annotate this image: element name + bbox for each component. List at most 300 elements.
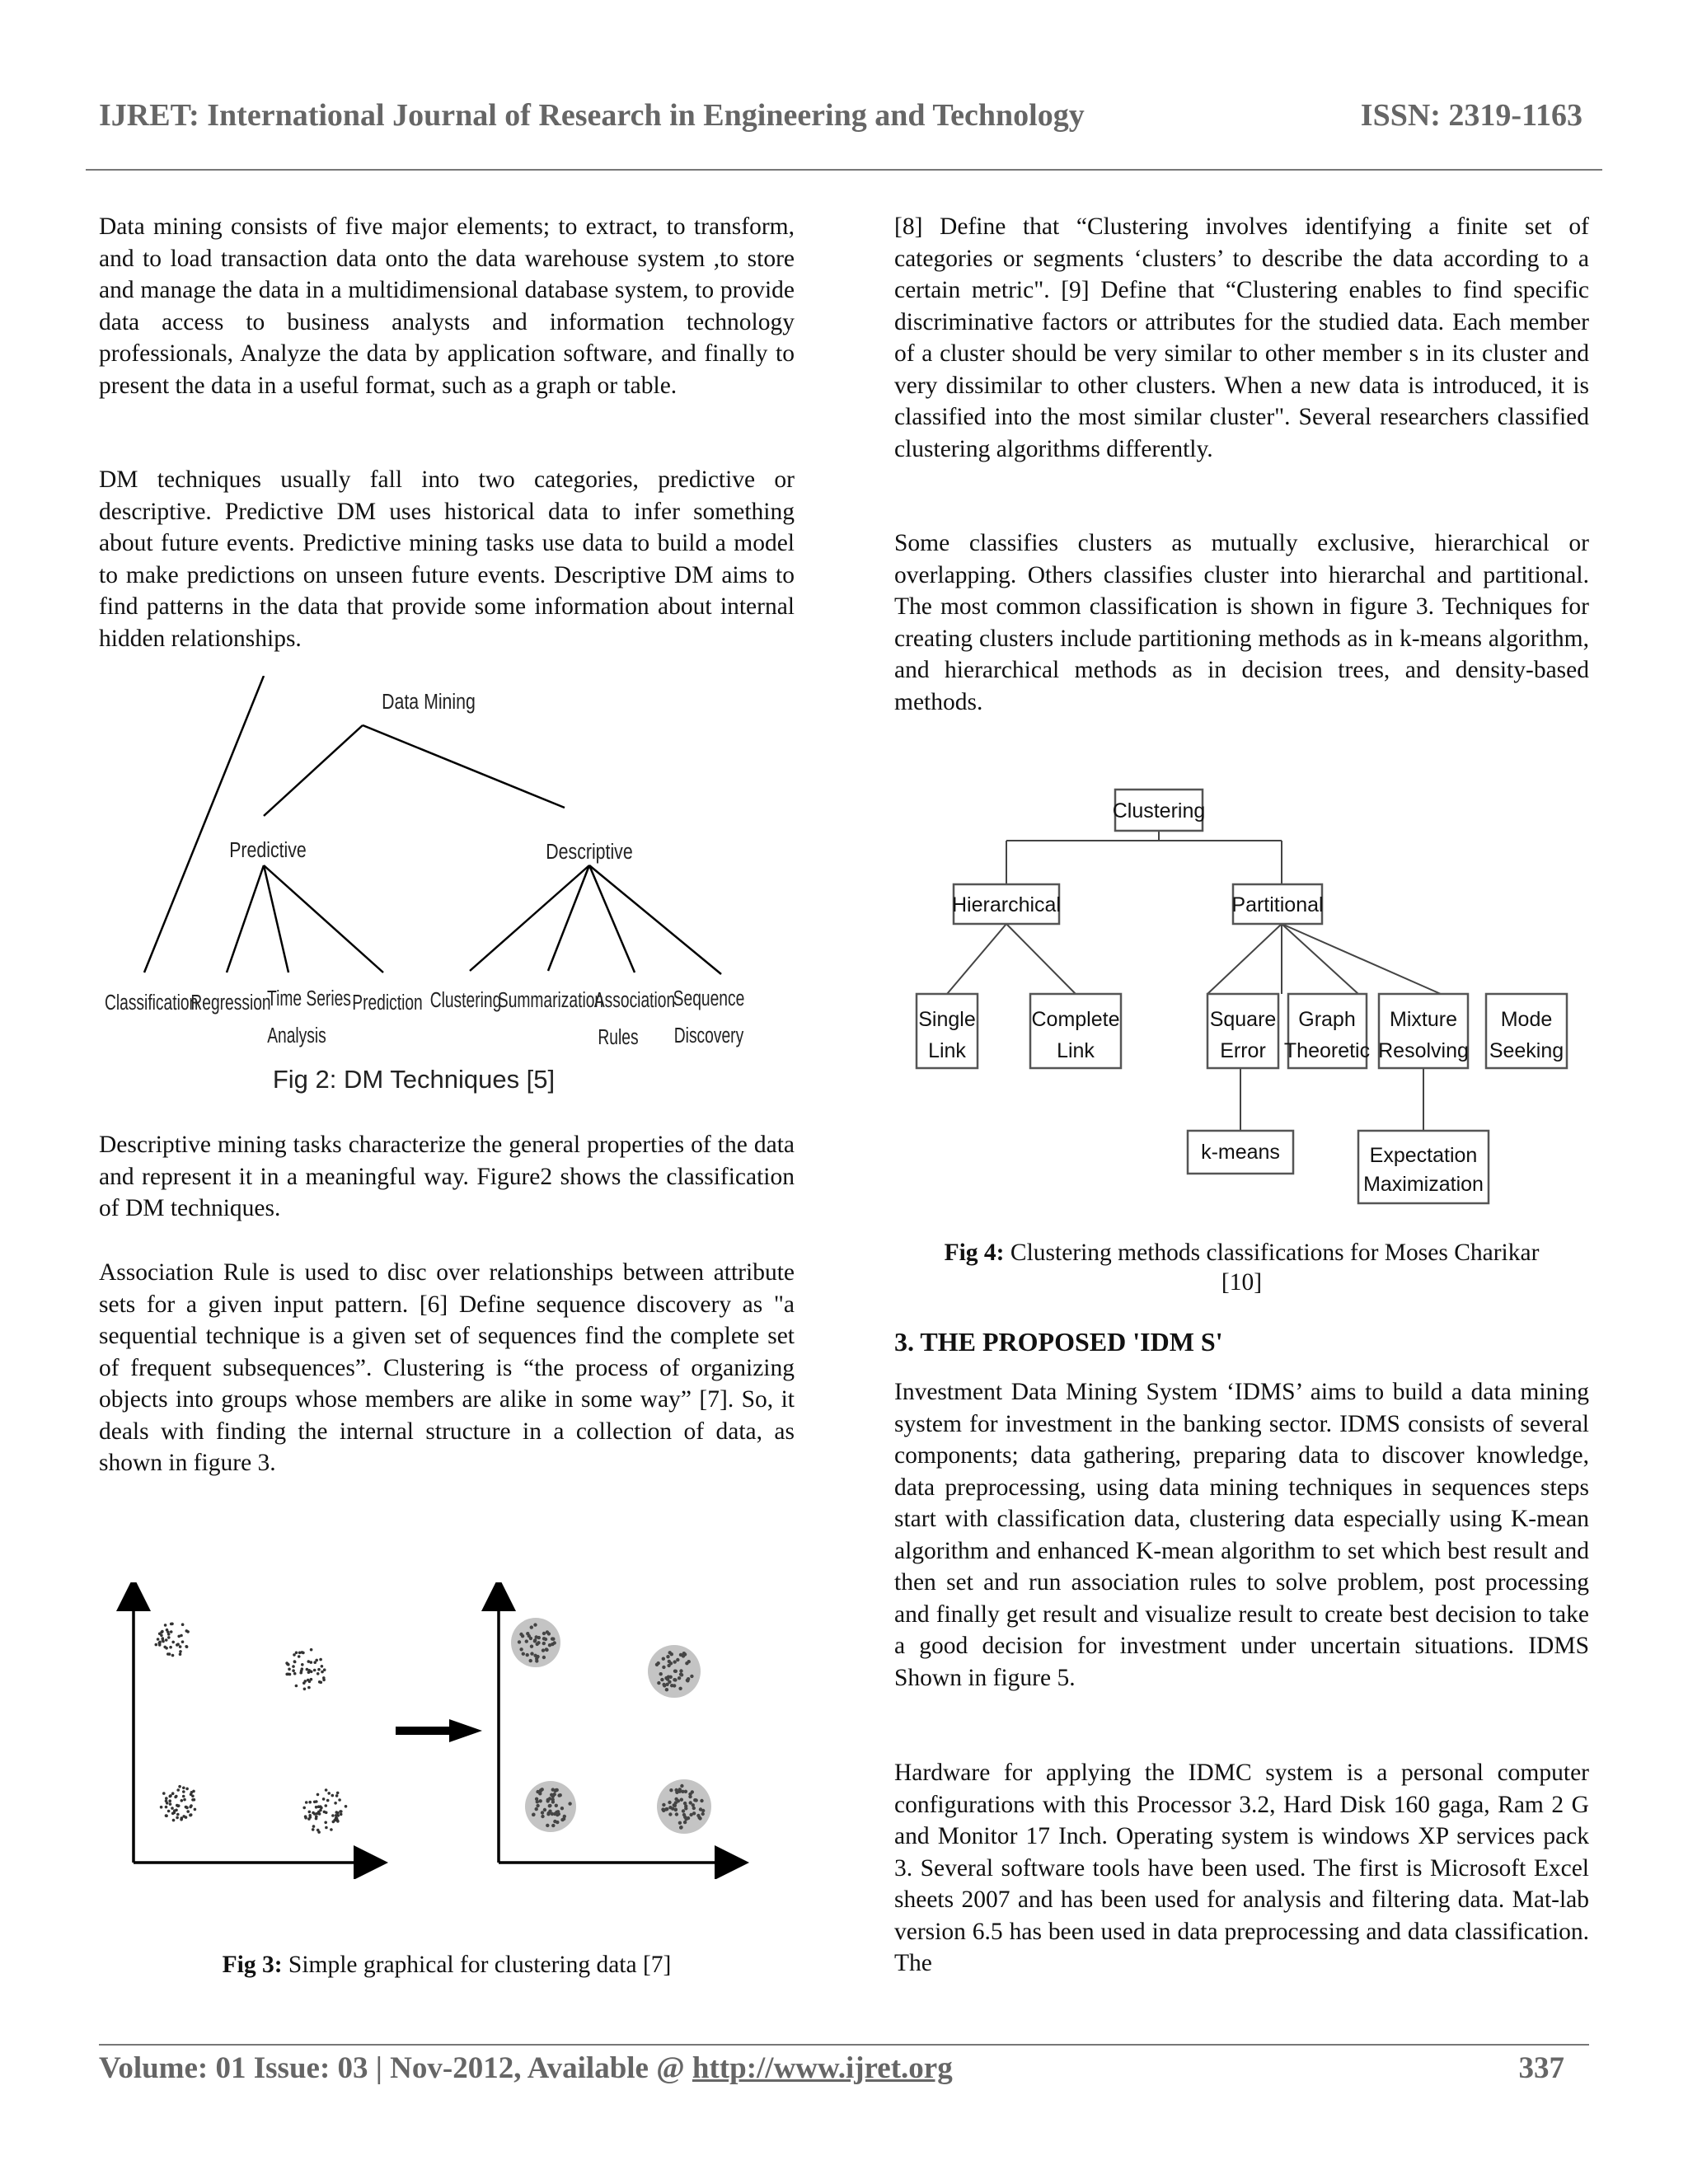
fig3-dot bbox=[563, 1815, 566, 1818]
fig3-dot bbox=[665, 1683, 668, 1686]
fig3-dot bbox=[548, 1804, 551, 1807]
fig3-dot bbox=[544, 1638, 547, 1641]
fig3-dot bbox=[696, 1814, 700, 1817]
fig3-dot bbox=[673, 1660, 677, 1663]
left-paragraph-3: Descriptive mining tasks characterize the general properties of the data and represent it in a meaningful way. Figure2 shows the classification of DM techniques. bbox=[99, 1132, 795, 1221]
fig3-dot bbox=[172, 1819, 176, 1822]
fig4-label-mode-2: Seeking bbox=[1489, 1039, 1564, 1062]
fig3-dot bbox=[307, 1686, 311, 1690]
fig3-dot bbox=[288, 1668, 291, 1671]
issn: ISSN: 2319-1163 bbox=[1360, 98, 1582, 133]
fig2-leaf-time-series-2: Analysis bbox=[267, 1023, 326, 1047]
fig3-dot bbox=[185, 1806, 188, 1809]
fig3-dot bbox=[525, 1639, 528, 1643]
fig3-dot bbox=[331, 1794, 335, 1797]
fig3-dot bbox=[673, 1678, 676, 1681]
fig3-dot bbox=[317, 1805, 321, 1808]
fig3-dot bbox=[169, 1802, 172, 1806]
fig3-dot bbox=[666, 1655, 669, 1658]
fig3-dot bbox=[557, 1793, 560, 1797]
fig3-dot bbox=[317, 1668, 321, 1671]
fig3-dot bbox=[176, 1813, 180, 1816]
fig3-dot bbox=[661, 1807, 664, 1811]
fig3-dot bbox=[682, 1813, 686, 1816]
fig3-dot bbox=[683, 1821, 687, 1824]
fig3-left-cluster-2 bbox=[285, 1648, 326, 1690]
fig3-dot bbox=[669, 1788, 673, 1792]
fig3-dot bbox=[310, 1671, 313, 1674]
fig3-dot bbox=[285, 1673, 288, 1676]
fig4-caption bbox=[894, 1238, 1589, 1297]
fig3-dot bbox=[312, 1825, 316, 1828]
fig2-edge bbox=[363, 725, 565, 808]
fig3-dot bbox=[548, 1643, 551, 1647]
fig3-dot bbox=[330, 1828, 333, 1831]
fig3-dot bbox=[690, 1675, 693, 1678]
fig3-dot bbox=[162, 1638, 165, 1642]
fig3-dot bbox=[539, 1799, 542, 1802]
fig4-label-mixture-2: Resolving bbox=[1378, 1039, 1469, 1062]
fig3-dot bbox=[168, 1799, 171, 1802]
fig3-dot bbox=[551, 1788, 555, 1791]
fig3-dot bbox=[662, 1666, 665, 1669]
fig3-dot bbox=[543, 1808, 546, 1811]
fig3-dot bbox=[185, 1816, 188, 1819]
fig3-dot bbox=[678, 1687, 682, 1690]
fig3-dot bbox=[171, 1807, 174, 1810]
fig3-dot bbox=[678, 1821, 682, 1825]
fig3-dot bbox=[336, 1819, 340, 1822]
fig4-caption-text: Clustering methods classifications for Moses Charikar bbox=[1004, 1240, 1540, 1266]
fig2-leaf-classification: Classification bbox=[104, 990, 199, 1015]
fig3-dot bbox=[683, 1652, 687, 1656]
fig3-dot bbox=[553, 1793, 556, 1796]
fig3-dot bbox=[292, 1669, 295, 1672]
fig2-edge bbox=[548, 865, 589, 971]
fig3-dot bbox=[295, 1652, 298, 1655]
right-paragraph-4: Hardware for applying the IDMC system is a personal computer configurations with this Processor 3.2, Hard Disk 160 gaga, Ram 2 G and Monitor 17 Inch. Operating system is windows XP services pack 3. Several software tools have been used. The first is Microsoft Excel sheets 2007 and has been used for analysis and filtering data. Mat-lab version 6.5 has been used in data preprocessing and data classification. The bbox=[894, 1760, 1589, 1976]
fig3-dot bbox=[322, 1797, 326, 1801]
fig3-dot bbox=[179, 1652, 182, 1656]
fig3-dot bbox=[519, 1647, 523, 1651]
fig3-dot bbox=[529, 1659, 532, 1662]
fig4-label-graph-2: Theoretic bbox=[1283, 1039, 1371, 1062]
fig3-dot bbox=[162, 1792, 166, 1795]
fig3-dot bbox=[673, 1684, 676, 1687]
fig3-dot bbox=[665, 1807, 668, 1811]
fig3-dot bbox=[292, 1665, 295, 1668]
fig2-edge bbox=[227, 865, 264, 972]
fig3-dot bbox=[518, 1640, 521, 1643]
fig4-edge bbox=[947, 924, 1006, 994]
fig3-dot bbox=[533, 1623, 537, 1626]
fig3-dot bbox=[679, 1672, 682, 1675]
fig3-dot bbox=[680, 1798, 683, 1802]
fig3-dot bbox=[170, 1630, 173, 1633]
fig4-label-single: Single bbox=[918, 1008, 976, 1031]
fig3-dot bbox=[182, 1787, 185, 1790]
right-paragraph-1: [8] Define that “Clustering involves identifying a finite set of categories or segments ‘clusters’ to describe the data according to a certain metric". [9] Define that “Clustering enables to find specific discriminative factors or attributes for the studied data. Each member of a cluster should be very similar to other member s in its cluster and very dissimilar to other clusters. When a new data is introduced, it is classified into the most similar cluster". Several researchers classified clustering algorithms differently. bbox=[894, 213, 1589, 462]
fig3-dot bbox=[160, 1634, 163, 1638]
fig3-dot bbox=[167, 1810, 171, 1813]
fig3-dot bbox=[165, 1647, 168, 1650]
fig3-dot bbox=[320, 1807, 323, 1810]
fig3-dot bbox=[542, 1656, 546, 1659]
fig4-label-hierarchical: Hierarchical bbox=[952, 893, 1061, 916]
fig4-label-mixture: Mixture bbox=[1390, 1008, 1457, 1031]
left-paragraph-2: DM techniques usually fall into two categories, predictive or descriptive. Predictive DM uses historical data to infer something about future events. Predictive mining tasks use data to build a model to make predictions on unseen future events. Descriptive DM aims to find patterns in the data that provide some information about internal hidden relationships. bbox=[99, 466, 795, 652]
fig3-dot bbox=[560, 1818, 564, 1821]
fig2-leaf-sequence: Sequence bbox=[673, 986, 745, 1010]
fig3-dot bbox=[668, 1801, 671, 1804]
fig3-dot bbox=[334, 1802, 337, 1805]
fig3-dot bbox=[171, 1641, 175, 1644]
fig3-dot bbox=[542, 1648, 545, 1652]
fig3-dot bbox=[306, 1668, 309, 1671]
fig3-dot bbox=[157, 1638, 160, 1641]
section-title: 3. THE PROPOSED 'IDM S' bbox=[894, 1327, 1223, 1357]
fig3-dot bbox=[320, 1681, 323, 1685]
fig4-label-expectation: Expectation bbox=[1369, 1144, 1478, 1167]
fig3-dot bbox=[699, 1807, 702, 1811]
fig3-dot bbox=[315, 1806, 318, 1809]
fig4-label-complete: Complete bbox=[1031, 1008, 1120, 1031]
fig3-dot bbox=[560, 1807, 564, 1810]
fig3-dot bbox=[535, 1797, 538, 1801]
fig2-leaf-summarization: Summarization bbox=[497, 987, 604, 1012]
fig4-label-graph: Graph bbox=[1298, 1008, 1356, 1031]
fig3-dot bbox=[551, 1824, 555, 1827]
fig4-label-complete-2: Link bbox=[1057, 1039, 1095, 1062]
fig3-dot bbox=[687, 1816, 690, 1820]
fig3-dot bbox=[179, 1650, 182, 1653]
fig3-dot bbox=[158, 1641, 162, 1644]
fig3-dot bbox=[169, 1794, 172, 1797]
fig4-clustering-taxonomy bbox=[894, 775, 1589, 1236]
fig3-dot bbox=[538, 1792, 542, 1795]
fig3-dot bbox=[183, 1798, 186, 1802]
fig3-dot bbox=[670, 1652, 673, 1656]
fig2-caption: Fig 2: DM Techniques [5] bbox=[272, 1065, 556, 1094]
fig3-dot bbox=[298, 1655, 301, 1658]
fig3-dot bbox=[529, 1637, 532, 1640]
fig3-dot bbox=[171, 1654, 175, 1657]
fig3-dot bbox=[307, 1679, 310, 1682]
fig3-dot bbox=[678, 1676, 681, 1680]
fig3-left-cluster-1 bbox=[155, 1623, 190, 1657]
fig3-dot bbox=[545, 1648, 548, 1652]
fig3-dot bbox=[313, 1812, 316, 1816]
fig3-dot bbox=[308, 1801, 312, 1804]
fig3-dot bbox=[678, 1788, 682, 1791]
fig4-caption-label: Fig 4: bbox=[944, 1240, 1005, 1266]
footer-volume: Volume: 01 Issue: 03 | Nov-2012, Available @ bbox=[99, 2051, 692, 2085]
fig3-dot bbox=[345, 1805, 348, 1808]
fig2-leaf-clustering: Clustering bbox=[429, 987, 502, 1012]
fig3-dot bbox=[185, 1629, 189, 1633]
fig3-dot bbox=[302, 1807, 306, 1810]
fig3-dot bbox=[339, 1810, 342, 1813]
fig3-dot bbox=[674, 1808, 678, 1811]
right-paragraph-3: Investment Data Mining System ‘IDMS’ aims to build a data mining system for investment in the banking sector. IDMS consists of several components; data gathering, preparing data to discover knowledge, data preprocessing, using data mining techniques in sequences steps start with classification data, clustering data especially using K-mean algorithm and enhanced K-mean algorithm to set which best result and then set and run association rules to solve problem, post processing and finally get result and visualize result to create best decision to take a good decision for investment under uncertain situations. IDMS Shown in figure 5. bbox=[894, 1379, 1589, 1691]
fig3-dot bbox=[666, 1677, 669, 1680]
fig3-caption bbox=[99, 1950, 795, 1980]
fig4-label-clustering: Clustering bbox=[1112, 799, 1206, 823]
fig3-dot bbox=[340, 1813, 343, 1816]
fig3-dot bbox=[684, 1804, 687, 1807]
fig3-dot bbox=[546, 1798, 550, 1802]
fig3-dot bbox=[674, 1788, 678, 1792]
fig3-dot bbox=[542, 1642, 546, 1645]
fig3-dot bbox=[155, 1643, 158, 1647]
fig3-dot bbox=[533, 1638, 537, 1642]
fig3-dot bbox=[178, 1785, 181, 1788]
fig3-dot bbox=[530, 1625, 533, 1629]
fig3-dot bbox=[700, 1799, 703, 1802]
fig3-right-cluster-4 bbox=[657, 1779, 711, 1834]
fig3-dot bbox=[317, 1811, 321, 1814]
fig2-edge bbox=[264, 865, 383, 972]
page-footer bbox=[99, 2050, 1564, 2092]
footer-link[interactable]: http://www.ijret.org bbox=[692, 2051, 953, 2085]
fig3-dot bbox=[176, 1643, 179, 1647]
fig3-clustering-illustration bbox=[115, 1582, 767, 1879]
fig3-dot bbox=[168, 1652, 171, 1656]
fig2-leaf-regression: Regression bbox=[190, 990, 271, 1015]
fig3-dot bbox=[166, 1629, 169, 1632]
fig4-edge bbox=[1006, 924, 1076, 994]
fig2-leaf-association-2: Rules bbox=[598, 1024, 639, 1049]
fig3-dot bbox=[530, 1645, 533, 1648]
fig3-dot bbox=[305, 1801, 308, 1804]
fig3-dot bbox=[325, 1826, 328, 1830]
fig3-dot bbox=[304, 1680, 307, 1683]
fig4-edge bbox=[1207, 924, 1282, 994]
fig3-dot bbox=[181, 1623, 185, 1626]
fig3-dot bbox=[551, 1638, 555, 1641]
fig3-dot bbox=[323, 1668, 326, 1671]
fig3-dot bbox=[169, 1646, 172, 1649]
fig3-dot bbox=[167, 1636, 171, 1639]
fig3-dot bbox=[519, 1633, 523, 1636]
fig3-dot bbox=[175, 1795, 178, 1798]
fig3-dot bbox=[335, 1794, 339, 1797]
footer-rule bbox=[99, 2044, 1589, 2046]
fig3-dot bbox=[555, 1804, 558, 1807]
fig3-dot bbox=[668, 1812, 672, 1816]
fig3-dot bbox=[541, 1788, 544, 1791]
fig2-edge bbox=[144, 676, 264, 972]
page-number: 337 bbox=[1518, 2051, 1564, 2085]
fig3-dot bbox=[176, 1788, 180, 1792]
fig3-dot bbox=[160, 1806, 163, 1809]
fig3-dot bbox=[192, 1790, 195, 1793]
fig3-dot bbox=[681, 1790, 684, 1793]
fig3-dot bbox=[171, 1792, 175, 1795]
fig3-dot bbox=[535, 1807, 538, 1811]
fig3-dot bbox=[338, 1798, 341, 1802]
fig2-dm-techniques bbox=[99, 676, 795, 1104]
fig3-dot bbox=[165, 1806, 168, 1809]
fig3-dot bbox=[316, 1793, 320, 1797]
fig3-dot bbox=[689, 1801, 692, 1804]
fig3-dot bbox=[161, 1630, 164, 1633]
fig3-dot bbox=[677, 1799, 680, 1802]
fig3-dot bbox=[541, 1815, 544, 1818]
fig3-dot bbox=[182, 1790, 185, 1793]
fig3-dot bbox=[556, 1821, 559, 1824]
fig2-edge bbox=[264, 725, 363, 816]
header-rule bbox=[86, 169, 1602, 171]
fig2-edge bbox=[264, 865, 288, 972]
fig3-dot bbox=[657, 1661, 660, 1665]
fig3-dot bbox=[556, 1813, 559, 1816]
fig3-dot bbox=[691, 1790, 694, 1793]
fig3-dot bbox=[310, 1678, 313, 1681]
fig2-leaf-association: Association bbox=[593, 987, 676, 1012]
fig2-descriptive: Descriptive bbox=[546, 840, 633, 865]
fig3-transform-arrow-icon bbox=[396, 1719, 482, 1742]
fig3-dot bbox=[165, 1638, 168, 1642]
fig3-dot bbox=[293, 1672, 297, 1675]
fig3-dot bbox=[190, 1804, 193, 1807]
fig3-dot bbox=[326, 1799, 330, 1802]
fig3-dot bbox=[324, 1821, 327, 1825]
fig4-label-partitional: Partitional bbox=[1231, 893, 1324, 916]
fig3-dot bbox=[319, 1658, 322, 1661]
fig3-dot bbox=[191, 1795, 195, 1798]
fig4-label-single-2: Link bbox=[928, 1039, 966, 1062]
fig2-edge bbox=[589, 865, 635, 972]
fig4-caption-line2: [10] bbox=[1221, 1269, 1263, 1296]
fig3-dot bbox=[532, 1813, 535, 1816]
fig3-dot bbox=[316, 1672, 320, 1675]
fig3-dot bbox=[185, 1645, 189, 1648]
right-paragraph-2: Some classifies clusters as mutually exclusive, hierarchical or overlapping. Others classifies cluster into hierarchal and partitional. The most common classification is shown in figure 3. Techniques for creating clusters include partitioning methods as in k-means algorithm, and hierarchical methods as in decision trees, and density-based methods. bbox=[894, 530, 1589, 715]
fig3-dot bbox=[181, 1816, 184, 1820]
fig3-dot bbox=[308, 1811, 312, 1814]
fig3-dot bbox=[295, 1685, 298, 1688]
fig3-dot bbox=[541, 1811, 544, 1814]
fig3-dot bbox=[176, 1804, 179, 1807]
fig3-dot bbox=[179, 1645, 182, 1648]
fig3-left-cluster-3 bbox=[160, 1785, 196, 1822]
fig3-dot bbox=[701, 1812, 705, 1816]
fig3-dot bbox=[309, 1816, 312, 1819]
fig4-label-kmeans: k-means bbox=[1201, 1141, 1280, 1164]
fig3-dot bbox=[180, 1634, 183, 1638]
fig2-leaf-sequence-2: Discovery bbox=[673, 1023, 744, 1047]
fig3-dot bbox=[321, 1671, 324, 1674]
fig3-dot bbox=[312, 1828, 315, 1831]
fig3-dot bbox=[693, 1798, 696, 1802]
fig3-dot bbox=[675, 1812, 678, 1816]
fig3-dot bbox=[336, 1792, 340, 1795]
fig4-label-expectation-2: Maximization bbox=[1363, 1173, 1484, 1196]
fig3-dot bbox=[546, 1630, 549, 1633]
fig2-predictive: Predictive bbox=[229, 838, 307, 863]
fig4-edge bbox=[1282, 924, 1358, 994]
fig3-dot bbox=[662, 1683, 665, 1686]
fig3-dot bbox=[662, 1803, 665, 1807]
fig3-dot bbox=[325, 1804, 328, 1807]
fig3-dot bbox=[165, 1797, 168, 1800]
fig4-label-square: Square bbox=[1209, 1008, 1277, 1031]
fig3-dot bbox=[293, 1653, 296, 1657]
fig3-dot bbox=[182, 1795, 185, 1798]
fig3-dot bbox=[686, 1679, 689, 1682]
fig3-dot bbox=[194, 1808, 197, 1811]
fig3-dot bbox=[660, 1678, 663, 1681]
fig2-leaf-time-series: Time Series bbox=[267, 986, 351, 1010]
left-paragraph-1: Data mining consists of five major elements; to extract, to transform, and to load transaction data onto the data warehouse system ,to store and manage the data in a multidimensional database system, to provide data access to business analysts and information technology professionals, Analyze the data by application software, and finally to present the data in a useful format, such as a graph or table. bbox=[99, 213, 795, 399]
fig3-dot bbox=[657, 1681, 660, 1685]
fig3-dot bbox=[186, 1810, 190, 1813]
fig3-dot bbox=[175, 1809, 178, 1812]
fig3-dot bbox=[522, 1652, 525, 1656]
fig3-dot bbox=[546, 1812, 550, 1816]
fig3-dot bbox=[674, 1670, 678, 1673]
fig3-dot bbox=[526, 1632, 529, 1635]
fig3-dot bbox=[662, 1657, 665, 1661]
fig3-dot bbox=[181, 1799, 184, 1802]
fig3-dot bbox=[542, 1632, 546, 1635]
fig3-dot bbox=[537, 1636, 541, 1639]
fig2-edge bbox=[470, 865, 589, 971]
fig3-dot bbox=[315, 1659, 318, 1662]
fig3-dot bbox=[301, 1663, 304, 1666]
fig3-dot bbox=[679, 1669, 682, 1672]
fig3-dot bbox=[302, 1652, 305, 1655]
fig2-leaf-prediction: Prediction bbox=[352, 990, 423, 1015]
fig3-dot bbox=[313, 1801, 316, 1804]
fig3-dot bbox=[165, 1799, 168, 1802]
page-header bbox=[99, 97, 1582, 147]
fig4-label-mode: Mode bbox=[1500, 1008, 1553, 1031]
fig3-dot bbox=[335, 1811, 339, 1814]
fig3-dot bbox=[325, 1788, 328, 1792]
fig3-dot bbox=[665, 1688, 668, 1691]
fig3-dot bbox=[181, 1640, 185, 1643]
fig3-dot bbox=[551, 1800, 555, 1803]
fig4-edge bbox=[1282, 924, 1441, 994]
fig3-dot bbox=[189, 1814, 192, 1817]
fig3-dot bbox=[193, 1798, 196, 1802]
fig3-dot bbox=[680, 1784, 683, 1788]
fig3-dot bbox=[176, 1816, 179, 1820]
fig3-dot bbox=[692, 1807, 696, 1810]
fig3-dot bbox=[165, 1815, 168, 1818]
fig3-dot bbox=[689, 1813, 692, 1816]
fig3-dot bbox=[679, 1825, 682, 1829]
fig3-dot bbox=[310, 1648, 313, 1652]
fig3-dot bbox=[669, 1675, 673, 1679]
fig3-dot bbox=[537, 1641, 540, 1644]
fig3-dot bbox=[170, 1623, 173, 1626]
journal-title: IJRET: International Journal of Research in Engineering and Technology bbox=[99, 98, 1085, 133]
fig3-dot bbox=[321, 1665, 324, 1668]
fig3-dot bbox=[325, 1811, 328, 1815]
fig3-dot bbox=[659, 1672, 663, 1675]
fig3-dot bbox=[293, 1660, 297, 1663]
left-paragraph-4: Association Rule is used to disc over relationships between attribute sets for a given input pattern. [6] Define sequence discovery as "a sequential technique is a given set of sequences find the complete set of frequent subsequences”. Clustering is “the process of organizing objects into groups whose members are alike in some way” [7]. So, it deals with finding the internal structure in a collection of data, as shown in figure 3. bbox=[99, 1259, 795, 1476]
fig3-dot bbox=[673, 1804, 677, 1807]
fig3-dot bbox=[667, 1664, 670, 1667]
fig3-dot bbox=[676, 1658, 679, 1661]
fig3-dot bbox=[300, 1670, 303, 1673]
fig3-dot bbox=[313, 1669, 316, 1672]
fig3-dot bbox=[303, 1688, 307, 1691]
